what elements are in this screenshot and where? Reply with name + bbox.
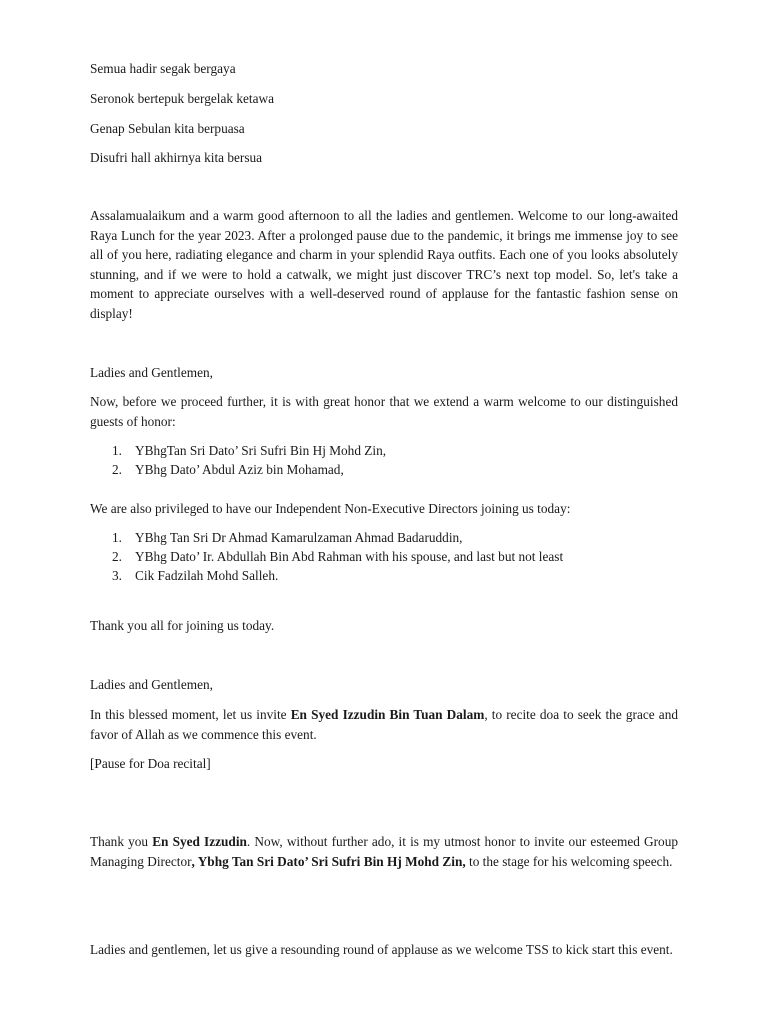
list-number: 2. — [112, 549, 122, 564]
gmd-name: , Ybhg Tan Sri Dato’ Sri Sufri Bin Hj Mohd Zin, — [191, 853, 466, 869]
list-number: 1. — [112, 530, 122, 545]
poem-line-2: Seronok bertepuk bergelak ketawa — [90, 91, 274, 106]
doa-paragraph — [90, 705, 678, 744]
greeting-2: Ladies and Gentlemen, — [90, 677, 213, 692]
list-item — [90, 460, 678, 479]
list-item-text: YBhg Tan Sri Dr Ahmad Kamarulzaman Ahmad Badaruddin, — [135, 530, 463, 545]
poem-line-3: Genap Sebulan kita berpuasa — [90, 121, 245, 136]
gmd-paragraph — [90, 832, 678, 871]
gmd-thanked-name: En Syed Izzudin — [152, 834, 247, 849]
guests-intro: Now, before we proceed further, it is with great honor that we extend a warm welcome to our distinguished guests of honor: — [90, 394, 678, 429]
welcome-paragraph: Assalamualaikum and a warm good afternoon to all the ladies and gentlemen. Welcome to our long-awaited Raya Lunch for the year 2023. After a prolonged pause due to the pandemic, it brings me immense joy to see all of you here, radiating elegance and charm in your splendid Raya outfits. Each one of you looks absolutely stunning, and if we were to hold a catwalk, we might just discover TRC’s next top model. So, let's take a moment to appreciate ourselves with a well-deserved round of applause for the fantastic fashion sense on display! — [90, 208, 678, 321]
list-item-text: YBhg Dato’ Ir. Abdullah Bin Abd Rahman with his spouse, and last but not least — [135, 549, 564, 564]
closing-paragraph: Ladies and gentlemen, let us give a resounding round of applause as we welcome TSS to kick start this event. — [90, 942, 673, 957]
list-item — [90, 566, 678, 585]
list-item-text: YBhg Dato’ Abdul Aziz bin Mohamad, — [135, 462, 344, 477]
doa-text-pre: In this blessed moment, let us invite — [90, 707, 291, 722]
gmd-text-post: to the stage for his welcoming speech. — [465, 853, 673, 869]
list-number: 2. — [112, 462, 122, 477]
gmd-text-mid: . Now, without further ado, it is my utmost honor to invite our esteemed Group Managing Director — [90, 834, 678, 869]
list-item — [90, 441, 678, 460]
list-item-text: Cik Fadzilah Mohd Salleh. — [135, 568, 279, 583]
doa-text-post: , to recite doa to seek the grace and favor of Allah as we commence this event. — [90, 707, 678, 742]
directors-list — [90, 528, 678, 585]
guests-list — [90, 441, 678, 479]
list-item — [90, 528, 678, 547]
poem-line-1: Semua hadir segak bergaya — [90, 61, 236, 76]
list-number: 1. — [112, 443, 122, 458]
list-item — [90, 547, 678, 566]
list-number: 3. — [112, 568, 122, 583]
doa-reciter-name: En Syed Izzudin Bin Tuan Dalam — [290, 707, 485, 722]
poem-line-4: Disufri hall akhirnya kita bersua — [90, 150, 263, 165]
directors-intro: We are also privileged to have our Independent Non-Executive Directors joining us today: — [90, 501, 571, 516]
pause-note: [Pause for Doa recital] — [90, 756, 211, 771]
greeting-1: Ladies and Gentlemen, — [90, 365, 213, 380]
thanks-line: Thank you all for joining us today. — [90, 618, 275, 633]
list-item-text: YBhgTan Sri Dato’ Sri Sufri Bin Hj Mohd Zin, — [135, 443, 387, 458]
gmd-text-pre: Thank you — [90, 834, 153, 849]
